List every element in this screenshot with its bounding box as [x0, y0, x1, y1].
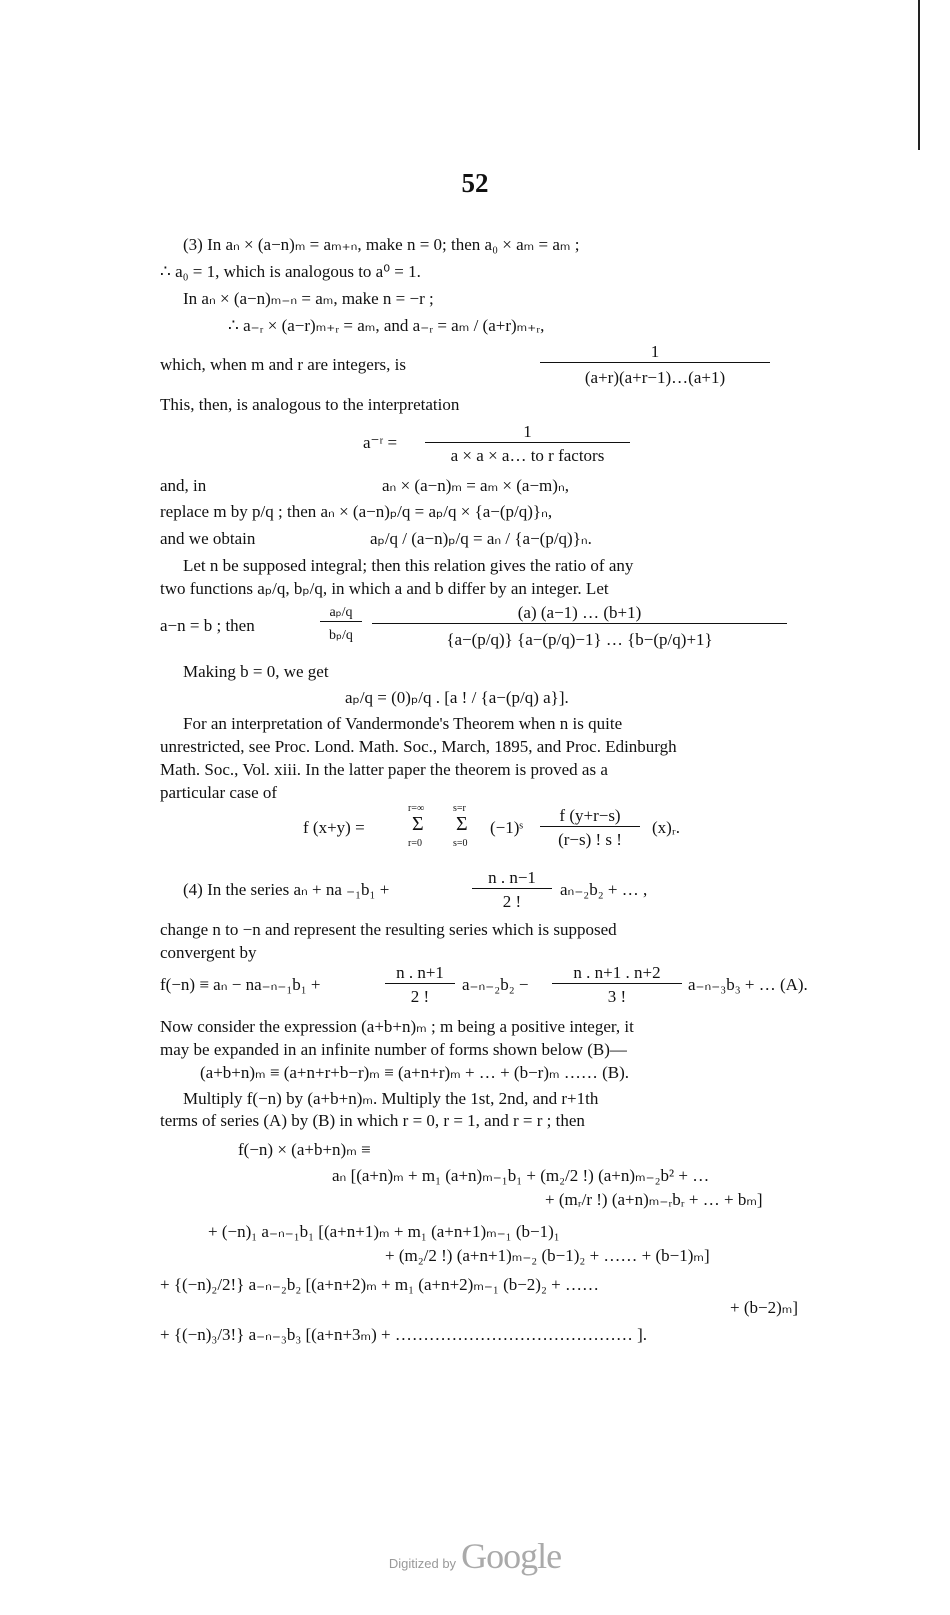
page-number: 52	[461, 168, 489, 198]
text-line: unrestricted, see Proc. Lond. Math. Soc., March, 1895, and Proc. Edinburgh	[160, 737, 677, 756]
equation: + (b−2)ₘ]	[730, 1298, 798, 1317]
text-line: may be expanded in an infinite number of forms shown below (B)—	[160, 1040, 627, 1059]
text-line: ∴ a₋ᵣ × (a−r)ₘ₊ᵣ = aₘ, and a₋ᵣ = aₘ / (a+r)ₘ₊ᵣ,	[228, 316, 545, 335]
text-line: Multiply f(−n) by (a+b+n)ₘ. Multiply the 1st, 2nd, and r+1th	[183, 1089, 599, 1108]
fraction-numerator: aₚ/q	[320, 604, 362, 622]
text-line: and, in	[160, 476, 207, 495]
fraction-denominator: (a+r)(a+r−1)…(a+1)	[584, 368, 726, 387]
text-line: For an interpretation of Vandermonde's Theorem when n is quite	[183, 714, 623, 733]
text-line: replace m by p/q ; then aₙ × (a−n)ₚ/q = aₚ/q × {a−(p/q)}ₙ,	[160, 502, 553, 521]
equation-lhs: f (x+y) =	[303, 818, 365, 837]
equation: + {(−n)₂/2!} a₋ₙ₋₂b₂ [(a+n+2)ₘ + m₁ (a+n+2)ₘ₋₁ (b−2)₂ + ……	[160, 1275, 599, 1294]
sum-upper: s=r	[453, 803, 466, 814]
text-line: In aₙ × (a−n)ₘ₋ₙ = aₘ, make n = −r ;	[183, 289, 434, 308]
text-line: Now consider the expression (a+b+n)ₘ ; m being a positive integer, it	[160, 1017, 634, 1036]
sum-lower: s=0	[453, 838, 468, 849]
equation: + (mᵣ/r !) (a+n)ₘ₋ᵣbᵣ + … + bₘ]	[545, 1190, 763, 1209]
text-line: Math. Soc., Vol. xiii. In the latter paper the theorem is proved as a	[160, 760, 608, 779]
text-line: convergent by	[160, 943, 257, 962]
text-line: two functions aₚ/q, bₚ/q, in which a and b differ by an integer. Let	[160, 579, 609, 598]
text-line: Let n be supposed integral; then this relation gives the ratio of any	[183, 556, 634, 575]
text-line: a−n = b ; then	[160, 616, 255, 635]
digitized-footer	[0, 1535, 950, 1577]
fraction-numerator: n . n−1	[472, 868, 552, 889]
equation-term: aₙ₋₂b₂ + … ,	[560, 880, 648, 899]
fraction-numerator: (a) (a−1) … (b+1)	[372, 603, 787, 624]
sum-lower: r=0	[408, 838, 422, 849]
fraction-numerator: n . n+1	[385, 963, 455, 984]
fraction-denominator: {a−(p/q)} {a−(p/q)−1} … {b−(p/q)+1}	[446, 630, 713, 649]
equation: aₚ/q / (a−n)ₚ/q = aₙ / {a−(p/q)}ₙ.	[370, 529, 592, 548]
google-logo: Google	[461, 1536, 562, 1576]
text-line: which, when m and r are integers, is	[160, 355, 406, 374]
equation-term: a₋ₙ₋₂b₂ −	[462, 975, 529, 994]
equation-lhs: f(−n) ≡ aₙ − na₋ₙ₋₁b₁ +	[160, 975, 321, 994]
text-line: and we obtain	[160, 529, 256, 548]
fraction-numerator: n . n+1 . n+2	[552, 963, 682, 984]
text-line: This, then, is analogous to the interpretation	[160, 395, 460, 414]
text-line: Making b = 0, we get	[183, 662, 329, 681]
fraction-denominator: (r−s) ! s !	[558, 830, 622, 849]
fraction-denominator: a × a × a… to r factors	[450, 446, 605, 465]
fraction-numerator: 1	[540, 342, 770, 363]
text-line: particular case of	[160, 783, 278, 802]
equation-term: (−1)ˢ	[490, 818, 524, 837]
scan-edge	[918, 0, 920, 150]
digitized-label: Digitized by	[388, 1556, 457, 1571]
fraction-numerator: 1	[425, 422, 630, 443]
fraction-denominator: bₚ/q	[329, 628, 353, 643]
sum-symbol: Σ	[412, 813, 424, 835]
sum-symbol: Σ	[456, 813, 468, 835]
equation: aₙ × (a−n)ₘ = aₘ × (a−m)ₙ,	[382, 476, 569, 495]
equation-term: (x)ᵣ.	[652, 818, 680, 837]
text-line: (3) In aₙ × (a−n)ₘ = aₘ₊ₙ, make n = 0; then a₀ × aₘ = aₘ ;	[183, 235, 580, 254]
fraction-denominator: 2 !	[410, 987, 430, 1006]
equation: aₙ [(a+n)ₘ + m₁ (a+n)ₘ₋₁b₁ + (m₂/2 !) (a+n)ₘ₋₂b² + …	[332, 1166, 710, 1185]
sum-upper: r=∞	[408, 803, 425, 814]
equation-lhs: a⁻ʳ =	[363, 433, 398, 452]
equation-term: a₋ₙ₋₃b₃ + … (A).	[688, 975, 808, 994]
text-line: ∴ a₀ = 1, which is analogous to a⁰ = 1.	[160, 262, 421, 281]
equation: + {(−n)₃/3!} a₋ₙ₋₃b₃ [(a+n+3ₘ) + …………………………………… ].	[160, 1325, 648, 1344]
equation: + (−n)₁ a₋ₙ₋₁b₁ [(a+n+1)ₘ + m₁ (a+n+1)ₘ₋₁ (b−1)₁	[208, 1222, 560, 1241]
fraction-numerator: f (y+r−s)	[540, 806, 640, 827]
equation: (a+b+n)ₘ ≡ (a+n+r+b−r)ₘ ≡ (a+n+r)ₘ + … + (b−r)ₘ …… (B).	[200, 1063, 629, 1082]
text-line: (4) In the series aₙ + na ₋₁b₁ +	[183, 880, 390, 899]
equation: + (m₂/2 !) (a+n+1)ₘ₋₂ (b−1)₂ + …… + (b−1)ₘ]	[385, 1246, 710, 1265]
equation: f(−n) × (a+b+n)ₘ ≡	[238, 1140, 371, 1159]
fraction-denominator: 3 !	[607, 987, 627, 1006]
fraction-denominator: 2 !	[502, 892, 522, 911]
text-line: terms of series (A) by (B) in which r = 0, r = 1, and r = r ; then	[160, 1111, 585, 1130]
text-line: change n to −n and represent the resulting series which is supposed	[160, 920, 617, 939]
equation: aₚ/q = (0)ₚ/q . [a ! / {a−(p/q) a}].	[345, 688, 569, 707]
